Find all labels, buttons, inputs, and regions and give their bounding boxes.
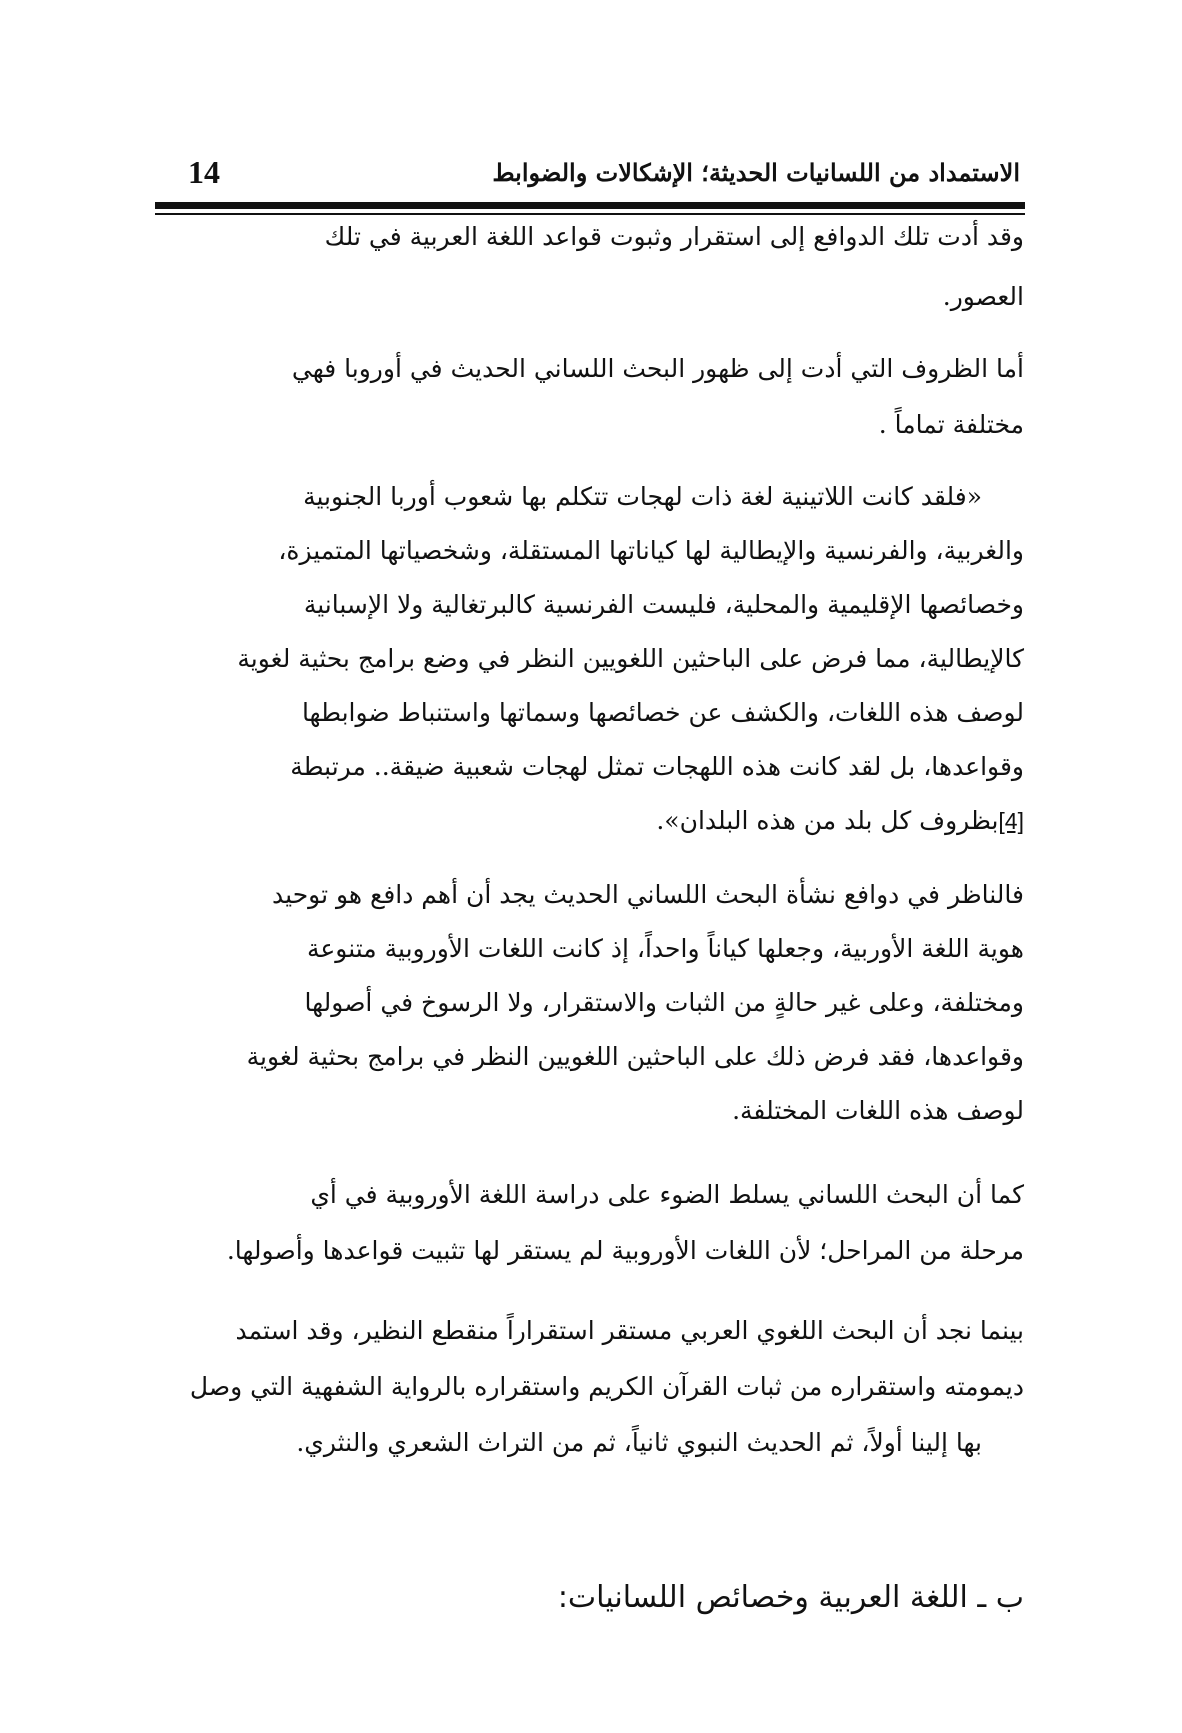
paragraph-5-line-3: بها إلينا أولاً، ثم الحديث النبوي ثانياً، ثم من التراث الشعري والنثري. [296,1428,982,1457]
quote-line-4: كالإيطالية، مما فرض على الباحثين اللغويين النظر في وضع برامج بحثية لغوية [237,644,1024,673]
paragraph-1-line-1: وقد أدت تلك الدوافع إلى استقرار وثبوت قواعد اللغة العربية في تلك [324,222,1024,251]
paragraph-3-line-3: ومختلفة، وعلى غير حالةٍ من الثبات والاستقرار، ولا الرسوخ في أصولها [304,988,1024,1017]
running-title: الاستمداد من اللسانيات الحديثة؛ الإشكالات والضوابط [492,158,1020,187]
header-rule-thick [155,202,1025,209]
quote-line-6: وقواعدها، بل لقد كانت هذه اللهجات تمثل لهجات شعبية ضيقة.. مرتبطة [290,752,1024,781]
section-heading: ب ـ اللغة العربية وخصائص اللسانيات: [557,1580,1024,1615]
paragraph-5-line-2: ديمومته واستقراره من ثبات القرآن الكريم واستقراره بالرواية الشفهية التي وصل [189,1372,1024,1401]
paragraph-3-line-5: لوصف هذه اللغات المختلفة. [732,1096,1024,1125]
quote-line-1: «فلقد كانت اللاتينية لغة ذات لهجات تتكلم بها شعوب أوربا الجنوبية [303,482,982,511]
footnote-reference-link[interactable]: [4] [998,808,1024,834]
paragraph-4-line-2: مرحلة من المراحل؛ لأن اللغات الأوروبية لم يستقر لها تثبيت قواعدها وأصولها. [226,1236,1024,1265]
quote-line-2: والغربية، والفرنسية والإيطالية لها كياناتها المستقلة، وشخصياتها المتميزة، [278,536,1024,565]
paragraph-3-line-2: هوية اللغة الأوربية، وجعلها كياناً واحداً، إذ كانت اللغات الأوروبية متنوعة [306,934,1024,963]
paragraph-1-line-2: العصور. [942,282,1024,311]
quote-last-text: بظروف كل بلد من هذه البلدان». [656,806,999,835]
page-number: 14 [188,154,220,190]
paragraph-3-line-1: فالناظر في دوافع نشأة البحث اللساني الحديث يجد أن أهم دافع هو توحيد [272,880,1024,909]
header-rule-thin [155,213,1025,215]
paragraph-2-line-1: أما الظروف التي أدت إلى ظهور البحث اللساني الحديث في أوروبا فهي [291,354,1024,383]
paragraph-5-line-1: بينما نجد أن البحث اللغوي العربي مستقر استقراراً منقطع النظير، وقد استمد [235,1316,1024,1345]
page-header [160,150,1020,200]
paragraph-4-line-1: كما أن البحث اللساني يسلط الضوء على دراسة اللغة الأوروبية في أي [310,1180,1024,1209]
paragraph-2-line-2: مختلفة تماماً . [878,410,1024,439]
quote-line-5: لوصف هذه اللغات، والكشف عن خصائصها وسماتها واستنباط ضوابطها [301,698,1024,727]
paragraph-3-line-4: وقواعدها، فقد فرض ذلك على الباحثين اللغويين النظر في برامج بحثية لغوية [246,1042,1024,1071]
quote-line-7 [656,806,1024,835]
quote-line-3: وخصائصها الإقليمية والمحلية، فليست الفرنسية كالبرتغالية ولا الإسبانية [303,590,1024,619]
